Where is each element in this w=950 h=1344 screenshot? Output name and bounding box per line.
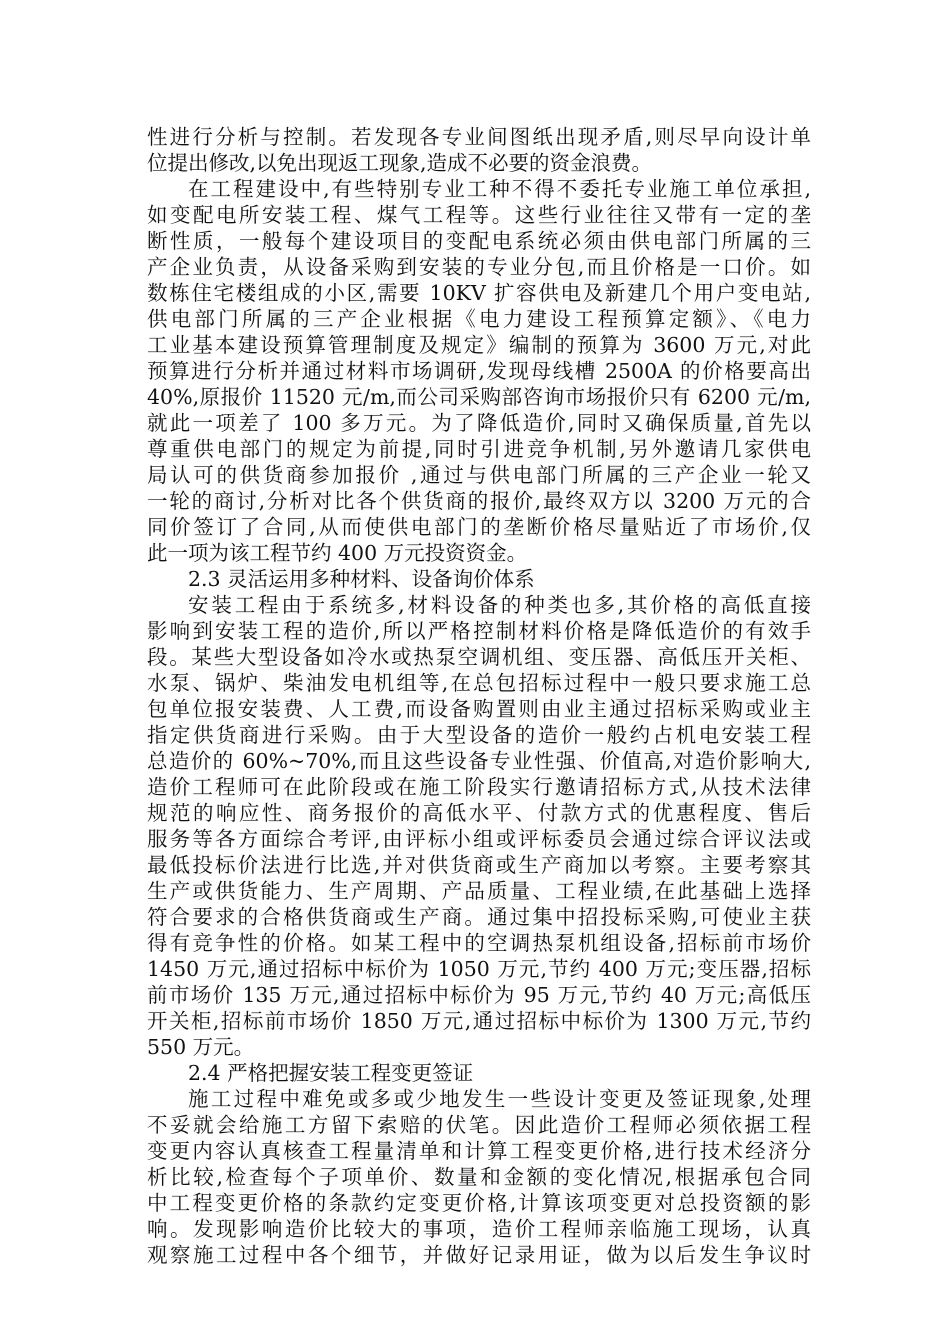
text-line: 生产或供货能力、生产周期、产品质量、工程业绩,在此基础上选择 [147,879,811,903]
text-line: 规范的响应性、商务报价的高低水平、付款方式的优惠程度、售后 [147,801,811,825]
text-line: 预算进行分析并通过材料市场调研,发现母线槽 2500A 的价格要高出 [147,359,811,383]
text-line: 响。发现影响造价比较大的事项，造价工程师亲临施工现场，认真 [147,1217,811,1241]
text-line: 工业基本建设预算管理制度及规定》编制的预算为 3600 万元,对此 [147,333,811,357]
text-line: 观察施工过程中各个细节，并做好记录用证，做为以后发生争议时 [147,1243,811,1267]
text-line: 段。某些大型设备如冷水或热泵空调机组、变压器、高低压开关柜、 [147,645,811,669]
text-line: 前市场价 135 万元,通过招标中标价为 95 万元,节约 40 万元;高低压 [147,983,811,1007]
section-heading: 2.3 灵活运用多种材料、设备询价体系 [188,567,535,591]
section-heading: 2.4 严格把握安装工程变更签证 [188,1061,474,1085]
text-line: 40%,原报价 11520 元/m,而公司采购部咨询市场报价只有 6200 元/m, [147,385,811,409]
body-text [147,124,811,1268]
text-line: 位提出修改,以免出现返工现象,造成不必要的资金浪费。 [147,151,653,175]
text-line: 一轮的商讨,分析对比各个供货商的报价,最终双方以 3200 万元的合 [147,489,811,513]
text-line: 得有竞争性的价格。如某工程中的空调热泵机组设备,招标前市场价 [147,931,811,955]
text-line: 变更内容认真核查工程量清单和计算工程变更价格,进行技术经济分 [147,1139,811,1163]
text-line: 此一项为该工程节约 400 万元投资资金。 [147,541,528,565]
text-line: 局认可的供货商参加报价 ,通过与供电部门所属的三产企业一轮又 [147,463,811,487]
text-line: 析比较,检查每个子项单价、数量和金额的变化情况,根据承包合同 [147,1165,811,1189]
text-line: 开关柜,招标前市场价 1850 万元,通过招标中标价为 1300 万元,节约 [147,1009,811,1033]
text-line: 施工过程中难免或多或少地发生一些设计变更及签证现象,处理 [188,1087,811,1111]
text-line: 最低投标价法进行比选,并对供货商或生产商加以考察。主要考察其 [147,853,811,877]
text-line: 不妥就会给施工方留下索赔的伏笔。因此造价工程师必须依据工程 [147,1113,811,1137]
text-line: 如变配电所安装工程、煤气工程等。这些行业往往又带有一定的垄 [147,203,811,227]
text-line: 影响到安装工程的造价,所以严格控制材料价格是降低造价的有效手 [147,619,811,643]
text-line: 安装工程由于系统多,材料设备的种类也多,其价格的高低直接 [188,593,811,617]
text-line: 服务等各方面综合考评,由评标小组或评标委员会通过综合评议法或 [147,827,811,851]
text-line: 数栋住宅楼组成的小区,需要 10KV 扩容供电及新建几个用户变电站, [147,281,811,305]
text-line: 中工程变更价格的条款约定变更价格,计算该项变更对总投资额的影 [147,1191,811,1215]
text-line: 在工程建设中,有些特别专业工种不得不委托专业施工单位承担, [188,177,811,201]
text-line: 同价签订了合同,从而使供电部门的垄断价格尽量贴近了市场价,仅 [147,515,811,539]
text-line: 断性质，一般每个建设项目的变配电系统必须由供电部门所属的三 [147,229,811,253]
text-line: 指定供货商进行采购。由于大型设备的造价一般约占机电安装工程 [147,723,811,747]
text-line: 符合要求的合格供货商或生产商。通过集中招投标采购,可使业主获 [147,905,811,929]
text-line: 产企业负责，从设备采购到安装的专业分包,而且价格是一口价。如 [147,255,811,279]
text-line: 就此一项差了 100 多万元。为了降低造价,同时又确保质量,首先以 [147,411,811,435]
text-line: 总造价的 60%~70%,而且这些设备专业性强、价值高,对造价影响大, [147,749,811,773]
text-line: 550 万元。 [147,1035,255,1059]
text-line: 尊重供电部门的规定为前提,同时引进竞争机制,另外邀请几家供电 [147,437,811,461]
text-line: 造价工程师可在此阶段或在施工阶段实行邀请招标方式,从技术法律 [147,775,811,799]
text-line: 供电部门所属的三产企业根据《电力建设工程预算定额》、《电力 [147,307,811,331]
text-line: 1450 万元,通过招标中标价为 1050 万元,节约 400 万元;变压器,招标 [147,957,811,981]
text-line: 性进行分析与控制。若发现各专业间图纸出现矛盾,则尽早向设计单 [147,125,811,149]
text-line: 水泵、锅炉、柴油发电机组等,在总包招标过程中一般只要求施工总 [147,671,811,695]
text-line: 包单位报安装费、人工费,而设备购置则由业主通过招标采购或业主 [147,697,811,721]
